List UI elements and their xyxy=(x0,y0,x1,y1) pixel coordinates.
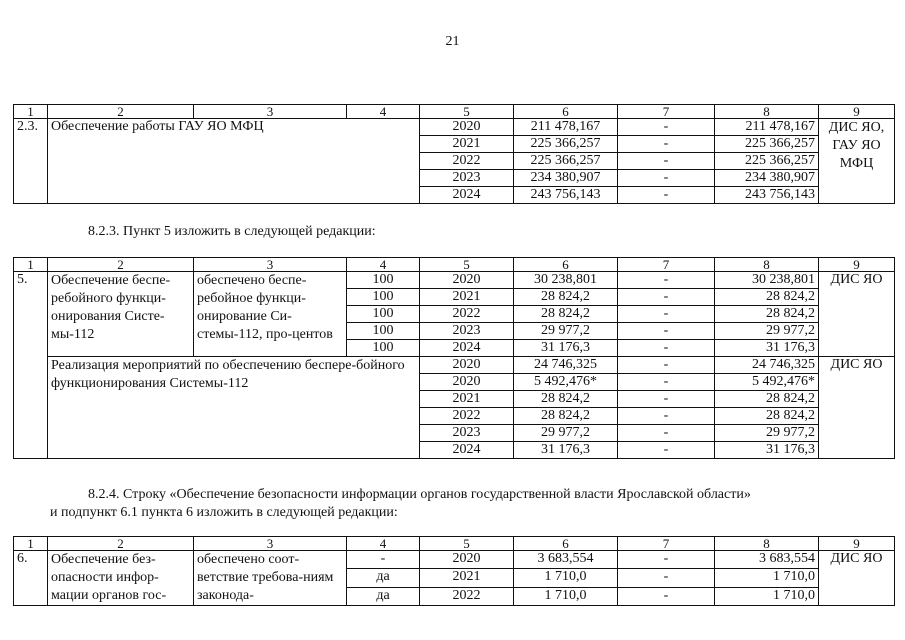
executor-cell: ДИС ЯО, ГАУ ЯО МФЦ xyxy=(819,119,895,204)
item-number: 5. xyxy=(14,272,48,459)
total-cell: 225 366,257 xyxy=(514,136,618,153)
table-header-row xyxy=(14,537,895,551)
total-cell: 24 746,325 xyxy=(514,357,618,374)
total-cell: 1 710,0 xyxy=(514,587,618,605)
federal-cell: - xyxy=(618,374,715,391)
year-cell: 2020 xyxy=(420,374,514,391)
header-cell: 3 xyxy=(194,537,347,551)
header-cell: 1 xyxy=(14,105,48,119)
item-number: 2.3. xyxy=(14,119,48,204)
header-cell: 5 xyxy=(420,105,514,119)
year-cell: 2022 xyxy=(420,408,514,425)
total-cell: 225 366,257 xyxy=(514,153,618,170)
header-cell: 8 xyxy=(715,537,819,551)
total-cell: 28 824,2 xyxy=(514,391,618,408)
item-number: 6. xyxy=(14,551,48,606)
federal-cell: - xyxy=(618,306,715,323)
header-cell: 5 xyxy=(420,537,514,551)
total-cell: 1 710,0 xyxy=(514,569,618,587)
table-header-row xyxy=(14,105,895,119)
regional-cell: 31 176,3 xyxy=(715,340,819,357)
header-cell: 9 xyxy=(819,105,895,119)
year-cell: 2023 xyxy=(420,425,514,442)
indicator-value: да xyxy=(347,569,420,587)
header-cell: 9 xyxy=(819,258,895,272)
indicator-cell: обеспечено соот-ветствие требова-ниям законода- xyxy=(194,551,347,606)
federal-cell: - xyxy=(618,153,715,170)
header-cell: 4 xyxy=(347,537,420,551)
paragraph-8-2-4-line2: и подпункт 6.1 пункта 6 изложить в следующей редакции: xyxy=(50,505,398,520)
year-cell: 2024 xyxy=(420,187,514,204)
federal-cell: - xyxy=(618,357,715,374)
total-cell: 29 977,2 xyxy=(514,323,618,340)
regional-cell: 1 710,0 xyxy=(715,569,819,587)
executor-cell: ДИС ЯО xyxy=(819,357,895,459)
year-cell: 2023 xyxy=(420,170,514,187)
item-name: Обеспечение беспе-ребойного функци-онирования Систе-мы-112 xyxy=(48,272,194,357)
regional-cell: 3 683,554 xyxy=(715,551,819,569)
federal-cell: - xyxy=(618,569,715,587)
header-cell: 2 xyxy=(48,258,194,272)
year-cell: 2024 xyxy=(420,340,514,357)
regional-cell: 31 176,3 xyxy=(715,442,819,459)
indicator-value: 100 xyxy=(347,306,420,323)
header-cell: 1 xyxy=(14,537,48,551)
regional-cell: 24 746,325 xyxy=(715,357,819,374)
regional-cell: 29 977,2 xyxy=(715,323,819,340)
header-cell: 7 xyxy=(618,537,715,551)
header-cell: 1 xyxy=(14,258,48,272)
year-cell: 2020 xyxy=(420,551,514,569)
table-header-row xyxy=(14,258,895,272)
indicator-value: 100 xyxy=(347,340,420,357)
year-cell: 2021 xyxy=(420,289,514,306)
indicator-value: 100 xyxy=(347,289,420,306)
table-item-5 xyxy=(13,257,895,459)
year-cell: 2022 xyxy=(420,306,514,323)
item-name: Обеспечение работы ГАУ ЯО МФЦ xyxy=(48,119,420,204)
total-cell: 28 824,2 xyxy=(514,289,618,306)
table-row xyxy=(14,119,895,136)
table-item-6 xyxy=(13,536,895,606)
regional-cell: 28 824,2 xyxy=(715,289,819,306)
regional-cell: 5 492,476* xyxy=(715,374,819,391)
header-cell: 6 xyxy=(514,537,618,551)
federal-cell: - xyxy=(618,170,715,187)
federal-cell: - xyxy=(618,289,715,306)
federal-cell: - xyxy=(618,272,715,289)
regional-cell: 225 366,257 xyxy=(715,153,819,170)
federal-cell: - xyxy=(618,391,715,408)
header-cell: 9 xyxy=(819,537,895,551)
regional-cell: 28 824,2 xyxy=(715,306,819,323)
total-cell: 29 977,2 xyxy=(514,425,618,442)
federal-cell: - xyxy=(618,340,715,357)
header-cell: 3 xyxy=(194,258,347,272)
year-cell: 2024 xyxy=(420,442,514,459)
year-cell: 2020 xyxy=(420,272,514,289)
federal-cell: - xyxy=(618,442,715,459)
total-cell: 28 824,2 xyxy=(514,306,618,323)
item-name: Обеспечение без-опасности инфор-мации органов гос- xyxy=(48,551,194,606)
regional-cell: 234 380,907 xyxy=(715,170,819,187)
total-cell: 30 238,801 xyxy=(514,272,618,289)
federal-cell: - xyxy=(618,119,715,136)
year-cell: 2021 xyxy=(420,391,514,408)
total-cell: 31 176,3 xyxy=(514,340,618,357)
header-cell: 4 xyxy=(347,105,420,119)
header-cell: 8 xyxy=(715,105,819,119)
federal-cell: - xyxy=(618,323,715,340)
header-cell: 6 xyxy=(514,258,618,272)
header-cell: 2 xyxy=(48,105,194,119)
federal-cell: - xyxy=(618,136,715,153)
year-cell: 2022 xyxy=(420,587,514,605)
year-cell: 2023 xyxy=(420,323,514,340)
year-cell: 2021 xyxy=(420,569,514,587)
year-cell: 2020 xyxy=(420,357,514,374)
header-cell: 6 xyxy=(514,105,618,119)
indicator-cell: обеспечено беспе-ребойное функци-онирование Си-стемы-112, про-центов xyxy=(194,272,347,357)
indicator-value: да xyxy=(347,587,420,605)
table-row xyxy=(14,272,895,289)
regional-cell: 30 238,801 xyxy=(715,272,819,289)
indicator-value: 100 xyxy=(347,272,420,289)
subitem-name: Реализация мероприятий по обеспечению беспере-бойного функционирования Системы-112 xyxy=(48,357,420,459)
year-cell: 2021 xyxy=(420,136,514,153)
year-cell: 2020 xyxy=(420,119,514,136)
total-cell: 234 380,907 xyxy=(514,170,618,187)
indicator-value: - xyxy=(347,551,420,569)
header-cell: 7 xyxy=(618,105,715,119)
header-cell: 3 xyxy=(194,105,347,119)
header-cell: 2 xyxy=(48,537,194,551)
table-row xyxy=(14,551,895,569)
total-cell: 3 683,554 xyxy=(514,551,618,569)
federal-cell: - xyxy=(618,425,715,442)
total-cell: 243 756,143 xyxy=(514,187,618,204)
federal-cell: - xyxy=(618,551,715,569)
total-cell: 28 824,2 xyxy=(514,408,618,425)
page-number: 21 xyxy=(445,34,460,49)
regional-cell: 243 756,143 xyxy=(715,187,819,204)
year-cell: 2022 xyxy=(420,153,514,170)
regional-cell: 28 824,2 xyxy=(715,391,819,408)
federal-cell: - xyxy=(618,187,715,204)
executor-cell: ДИС ЯО xyxy=(819,272,895,357)
regional-cell: 29 977,2 xyxy=(715,425,819,442)
federal-cell: - xyxy=(618,408,715,425)
total-cell: 5 492,476* xyxy=(514,374,618,391)
header-cell: 8 xyxy=(715,258,819,272)
table-row xyxy=(14,357,895,374)
federal-cell: - xyxy=(618,587,715,605)
header-cell: 4 xyxy=(347,258,420,272)
regional-cell: 1 710,0 xyxy=(715,587,819,605)
paragraph-8-2-4-line1: 8.2.4. Строку «Обеспечение безопасности информации органов государственной власти Ярославской области» xyxy=(88,487,751,502)
paragraph-8-2-3: 8.2.3. Пункт 5 изложить в следующей редакции: xyxy=(88,224,376,239)
regional-cell: 28 824,2 xyxy=(715,408,819,425)
table-item-2-3 xyxy=(13,104,895,204)
total-cell: 31 176,3 xyxy=(514,442,618,459)
indicator-value: 100 xyxy=(347,323,420,340)
header-cell: 7 xyxy=(618,258,715,272)
regional-cell: 225 366,257 xyxy=(715,136,819,153)
total-cell: 211 478,167 xyxy=(514,119,618,136)
executor-cell: ДИС ЯО xyxy=(819,551,895,606)
regional-cell: 211 478,167 xyxy=(715,119,819,136)
header-cell: 5 xyxy=(420,258,514,272)
